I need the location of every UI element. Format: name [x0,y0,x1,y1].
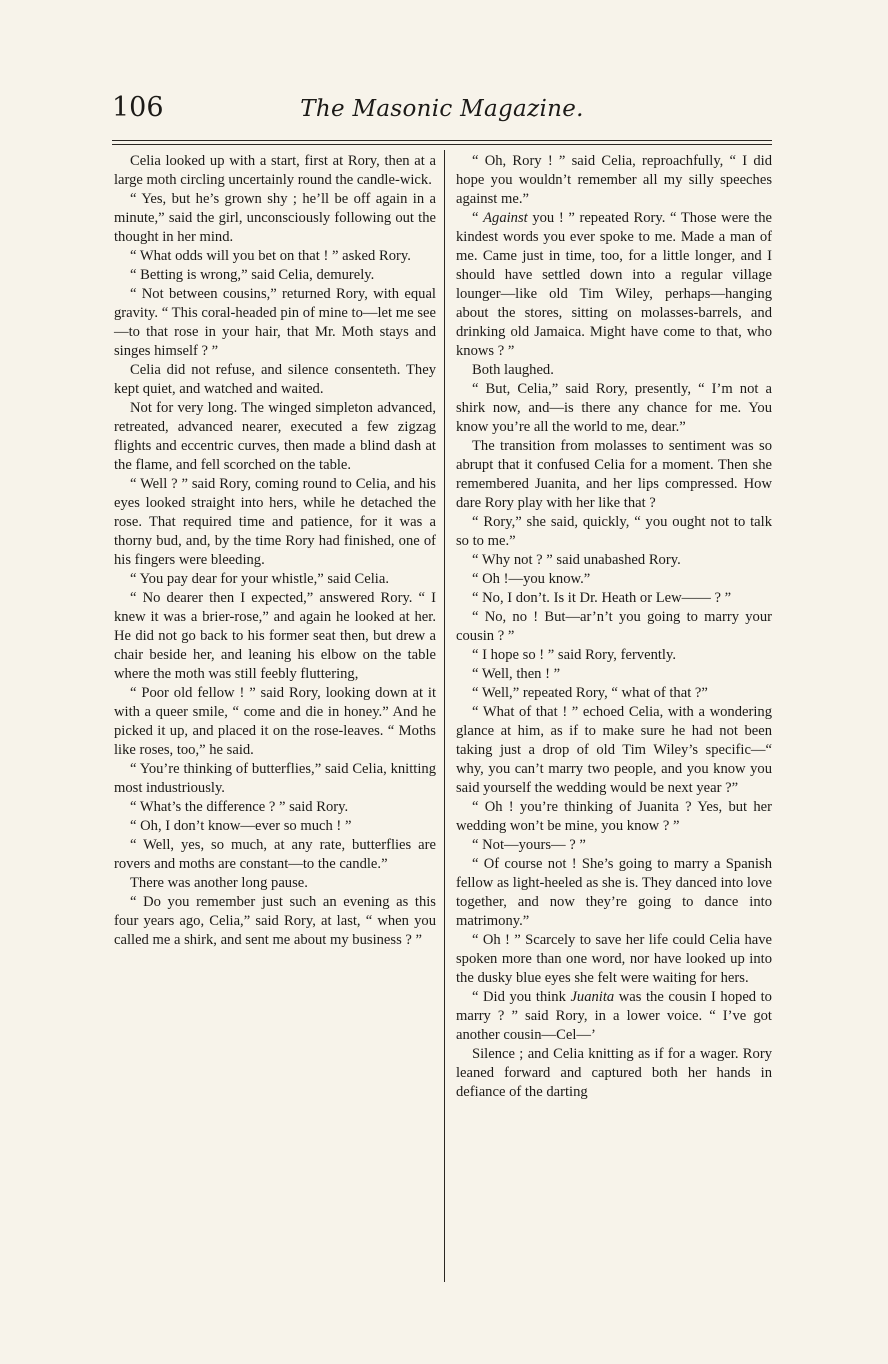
left-column [114,152,436,950]
paragraph: Celia did not refuse, and silence consenteth. They kept quiet, and watched and waited. [114,362,436,397]
paragraph: “ Oh !—you know.” [472,571,591,587]
paragraph: “ I hope so ! ” said Rory, fervently. [472,647,676,663]
paragraph: “ Oh ! you’re thinking of Juanita ? Yes, but her wedding won’t be mine, you know ? ” [456,799,772,834]
header-rule-bottom [112,144,772,145]
paragraph: Both laughed. [472,362,554,378]
paragraph: “ Not between cousins,” returned Rory, with equal gravity. “ This coral-headed pin of mine to—let me see—to that rose in your hair, that Mr. Moth stays and singes himself ? ” [114,286,436,359]
paragraph: “ You pay dear for your whistle,” said Celia. [130,571,389,587]
paragraph: “ You’re thinking of butterflies,” said Celia, knitting most industriously. [114,761,436,796]
paragraph: “ Yes, but he’s grown shy ; he’ll be off again in a minute,” said the girl, unconsciously following out the thought in her mind. [114,191,436,245]
paragraph: Celia looked up with a start, first at Rory, then at a large moth circling uncertainly round the candle-wick. [114,153,436,188]
paragraph: “ What’s the difference ? ” said Rory. [130,799,349,815]
paragraph: Not for very long. The winged simpleton advanced, retreated, advanced nearer, executed a few zigzag flights and eccentric curves, then made a blind dash at the flame, and fell scorched on the table. [114,400,436,473]
paragraph: “ Of course not ! She’s going to marry a Spanish fellow as light-heeled as she is. They danced into love together, and now they’re going to dance into matrimony.” [456,856,772,929]
paragraph: “ Poor old fellow ! ” said Rory, looking down at it with a queer smile, “ come and die in honey.” And he picked it up, and placed it on the rose-leaves. “ Moths like roses, too,” he said. [114,685,436,758]
paragraph: “ Oh ! ” Scarcely to save her life could Celia have spoken more than one word, nor have looked up into the dusky blue eyes she felt were waiting for hers. [456,932,772,986]
paragraph: “ Well, yes, so much, at any rate, butterflies are rovers and moths are constant—to the candle.” [114,837,436,872]
paragraph: “ Do you remember just such an evening as this four years ago, Celia,” said Rory, at last, “ when you called me a shirk, and sent me about my business ? ” [114,894,436,948]
paragraph: Silence ; and Celia knitting as if for a wager. Rory leaned forward and captured both her hands in defiance of the darting [456,1046,772,1100]
paragraph: “ Well ? ” said Rory, coming round to Celia, and his eyes looked straight into hers, while he detached the rose. That required time and patience, for it was a thorny bud, and, by the time Rory had finished, one of his fingers were bleeding. [114,476,436,568]
paragraph: “ Oh, I don’t know—ever so much ! ” [130,818,352,834]
paragraph: “ Against you ! ” repeated Rory. “ Those were the kindest words you ever spoke to me. Made a man of me. Came just in time, too, for a little longer, and I should have settled down into a regular village lounger—like old Tim Wiley, perhaps—hanging about the stores, sitting on molasses-barrels, and drinking old Jamaica. Might have come to that, who knows ? ” [456,210,772,359]
paragraph: “ Did you think Juanita was the cousin I hoped to marry ? ” said Rory, in a lower voice. “ I’ve got another cousin—Cel—’ [456,989,772,1043]
paragraph: “ But, Celia,” said Rory, presently, “ I’m not a shirk now, and—is there any chance for me. You know you’re all the world to me, dear.” [456,381,772,435]
paragraph: “ No, I don’t. Is it Dr. Heath or Lew—— ? ” [472,590,732,606]
paragraph: “ Well,” repeated Rory, “ what of that ?” [472,685,708,701]
paragraph: “ What of that ! ” echoed Celia, with a wondering glance at him, as if to make sure he had not been taking just a drop of old Tim Wiley’s specific—“ why, you can’t marry two people, and you know you said yourself the wedding would be next year ?” [456,704,772,796]
paragraph: There was another long pause. [130,875,308,891]
right-column [456,152,772,1102]
paragraph: “ Oh, Rory ! ” said Celia, reproachfully, “ I did hope you wouldn’t remember all my silly speeches against me.” [456,153,772,207]
paragraph: “ Why not ? ” said unabashed Rory. [472,552,681,568]
paragraph: The transition from molasses to sentiment was so abrupt that it confused Celia for a moment. Then she remembered Juanita, and her lips compressed. How dare Rory play with her like that ? [456,438,772,511]
italic-word: Juanita [570,989,615,1005]
running-title: The Masonic Magazine. [300,96,584,122]
paragraph: “ No dearer then I expected,” answered Rory. “ I knew it was a brier-rose,” and again he looked at her. He did not go back to his former seat then, but drew a chair beside her, and leaning his elbow on the table where the moth was still feebly fluttering, [114,590,436,682]
header-rule-top [112,140,772,141]
page-header [112,92,772,132]
italic-word: Against [483,210,528,226]
paragraph: “ Well, then ! ” [472,666,561,682]
paragraph: “ Rory,” she said, quickly, “ you ought not to talk so to me.” [456,514,772,549]
paragraph: “ No, no ! But—ar’n’t you going to marry your cousin ? ” [456,609,772,644]
column-divider [444,150,445,1282]
paragraph: “ What odds will you bet on that ! ” asked Rory. [130,248,411,264]
paragraph: “ Not—yours— ? ” [472,837,586,853]
page-number: 106 [112,92,164,123]
paragraph: “ Betting is wrong,” said Celia, demurely. [130,267,375,283]
